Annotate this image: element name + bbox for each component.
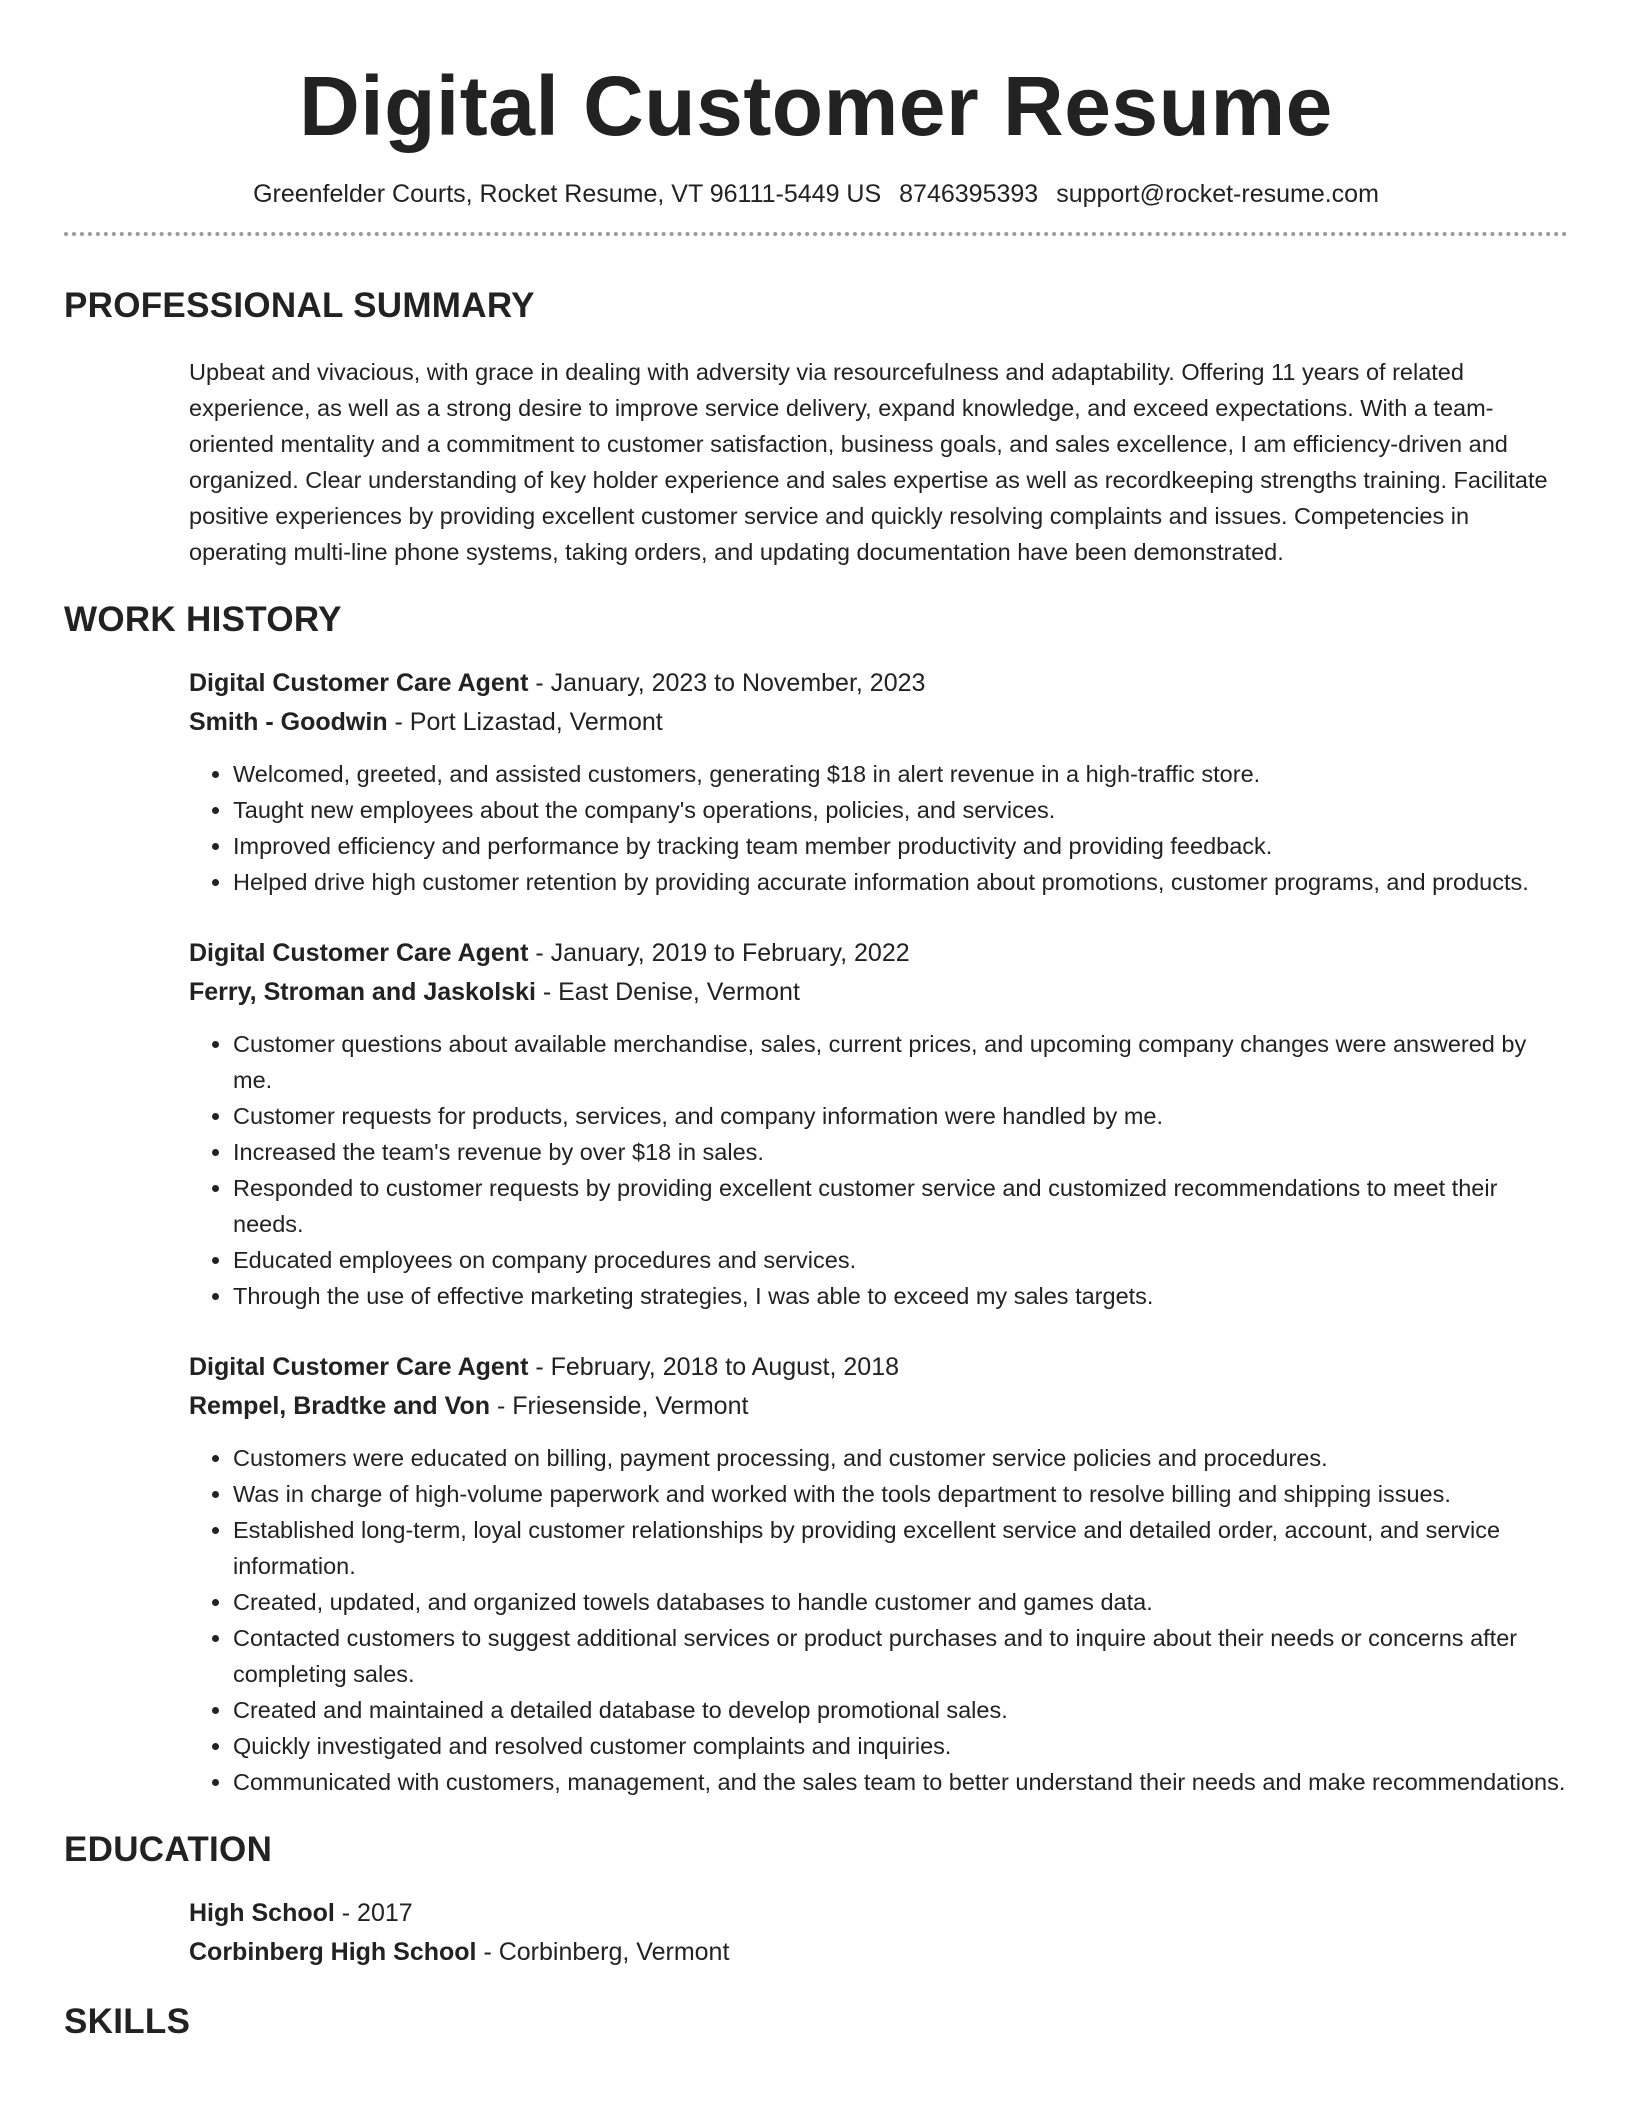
education-school-line bbox=[189, 1933, 1568, 1972]
education-school: Corbinberg High School bbox=[189, 1938, 477, 1966]
job-bullet: • Established long-term, loyal customer relationships by providing excellent service and detailed order, account, and service information. bbox=[233, 1512, 1568, 1584]
job-bullet: • Quickly investigated and resolved customer complaints and inquiries. bbox=[233, 1728, 1568, 1764]
skills-heading: SKILLS bbox=[64, 2002, 191, 2041]
education-heading: EDUCATION bbox=[64, 1830, 273, 1869]
job-role: Digital Customer Care Agent bbox=[189, 1353, 529, 1381]
job-bullet: • Created and maintained a detailed database to develop promotional sales. bbox=[233, 1692, 1568, 1728]
contact-phone: 8746395393 bbox=[899, 180, 1039, 208]
job-title-line bbox=[189, 934, 1568, 973]
job-entry bbox=[189, 664, 1568, 900]
job-company: Rempel, Bradtke and Von bbox=[189, 1392, 490, 1420]
job-role: Digital Customer Care Agent bbox=[189, 669, 529, 697]
job-bullet: • Taught new employees about the company's operations, policies, and services. bbox=[233, 792, 1568, 828]
education-entry bbox=[189, 1894, 1568, 1972]
job-entry bbox=[189, 1348, 1568, 1800]
job-bullet: • Contacted customers to suggest additional services or product purchases and to inquire about their needs or concerns after completing sales. bbox=[233, 1620, 1568, 1692]
job-title-line bbox=[189, 664, 1568, 703]
skills-section bbox=[64, 2000, 1568, 2044]
job-bullets bbox=[189, 1026, 1568, 1314]
education-location: - Corbinberg, Vermont bbox=[476, 1938, 730, 1966]
job-title-line bbox=[189, 1348, 1568, 1387]
contact-line bbox=[64, 178, 1568, 210]
job-bullet: • Was in charge of high-volume paperwork and worked with the tools department to resolve billing and shipping issues. bbox=[233, 1476, 1568, 1512]
job-bullet: • Improved efficiency and performance by tracking team member productivity and providing feedback. bbox=[233, 828, 1568, 864]
work-history-heading: WORK HISTORY bbox=[64, 600, 342, 639]
job-bullet: • Created, updated, and organized towels databases to handle customer and games data. bbox=[233, 1584, 1568, 1620]
summary-text: Upbeat and vivacious, with grace in dealing with adversity via resourcefulness and adaptability. Offering 11 years of related experience, as well as a strong desire to improve service delivery, expand knowledge, and exceed expectations. With a team-oriented mentality and a commitment to customer satisfaction, business goals, and sales excellence, I am efficiency-driven and organized. Clear understanding of key holder experience and sales expertise as well as recordkeeping strengths training. Facilitate positive experiences by providing excellent customer service and quickly resolving complaints and issues. Competencies in operating multi-line phone systems, taking orders, and updating documentation have been demonstrated. bbox=[189, 359, 1548, 565]
summary-section bbox=[64, 284, 1568, 570]
education-degree: High School bbox=[189, 1899, 335, 1927]
job-bullet: • Communicated with customers, management, and the sales team to better understand their needs and make recommendations. bbox=[233, 1764, 1568, 1800]
resume-title: Digital Customer Resume bbox=[299, 59, 1333, 153]
job-location: - Port Lizastad, Vermont bbox=[387, 708, 663, 736]
job-dates: - January, 2023 to November, 2023 bbox=[528, 669, 926, 697]
job-bullet: • Responded to customer requests by providing excellent customer service and customized recommendations to meet their needs. bbox=[233, 1170, 1568, 1242]
education-section bbox=[64, 1828, 1568, 1972]
job-bullets bbox=[189, 1440, 1568, 1800]
job-bullet: • Customers were educated on billing, payment processing, and customer service policies and procedures. bbox=[233, 1440, 1568, 1476]
job-company: Smith - Goodwin bbox=[189, 708, 388, 736]
job-location: - East Denise, Vermont bbox=[535, 978, 800, 1006]
job-bullet: • Customer requests for products, services, and company information were handled by me. bbox=[233, 1098, 1568, 1134]
header-divider bbox=[64, 232, 1568, 236]
education-degree-line bbox=[189, 1894, 1568, 1933]
contact-address: Greenfelder Courts, Rocket Resume, VT 96111-5449 US bbox=[253, 180, 882, 208]
work-history-section bbox=[64, 598, 1568, 1800]
job-dates: - January, 2019 to February, 2022 bbox=[528, 939, 910, 967]
job-bullets bbox=[189, 756, 1568, 900]
contact-email: support@rocket-resume.com bbox=[1056, 180, 1379, 208]
job-company-line bbox=[189, 973, 1568, 1012]
job-bullet: • Through the use of effective marketing strategies, I was able to exceed my sales targets. bbox=[233, 1278, 1568, 1314]
job-role: Digital Customer Care Agent bbox=[189, 939, 529, 967]
job-bullet: • Helped drive high customer retention by providing accurate information about promotions, customer programs, and products. bbox=[233, 864, 1568, 900]
job-entry bbox=[189, 934, 1568, 1314]
job-bullet: • Welcomed, greeted, and assisted customers, generating $18 in alert revenue in a high-traffic store. bbox=[233, 756, 1568, 792]
education-year: - 2017 bbox=[334, 1899, 413, 1927]
job-bullet: • Customer questions about available merchandise, sales, current prices, and upcoming company changes were answered by me. bbox=[233, 1026, 1568, 1098]
job-location: - Friesenside, Vermont bbox=[490, 1392, 749, 1420]
job-bullet: • Educated employees on company procedures and services. bbox=[233, 1242, 1568, 1278]
job-dates: - February, 2018 to August, 2018 bbox=[528, 1353, 900, 1381]
summary-heading: PROFESSIONAL SUMMARY bbox=[64, 286, 535, 325]
job-company-line bbox=[189, 703, 1568, 742]
job-bullet: • Increased the team's revenue by over $18 in sales. bbox=[233, 1134, 1568, 1170]
job-company: Ferry, Stroman and Jaskolski bbox=[189, 978, 536, 1006]
job-company-line bbox=[189, 1387, 1568, 1426]
